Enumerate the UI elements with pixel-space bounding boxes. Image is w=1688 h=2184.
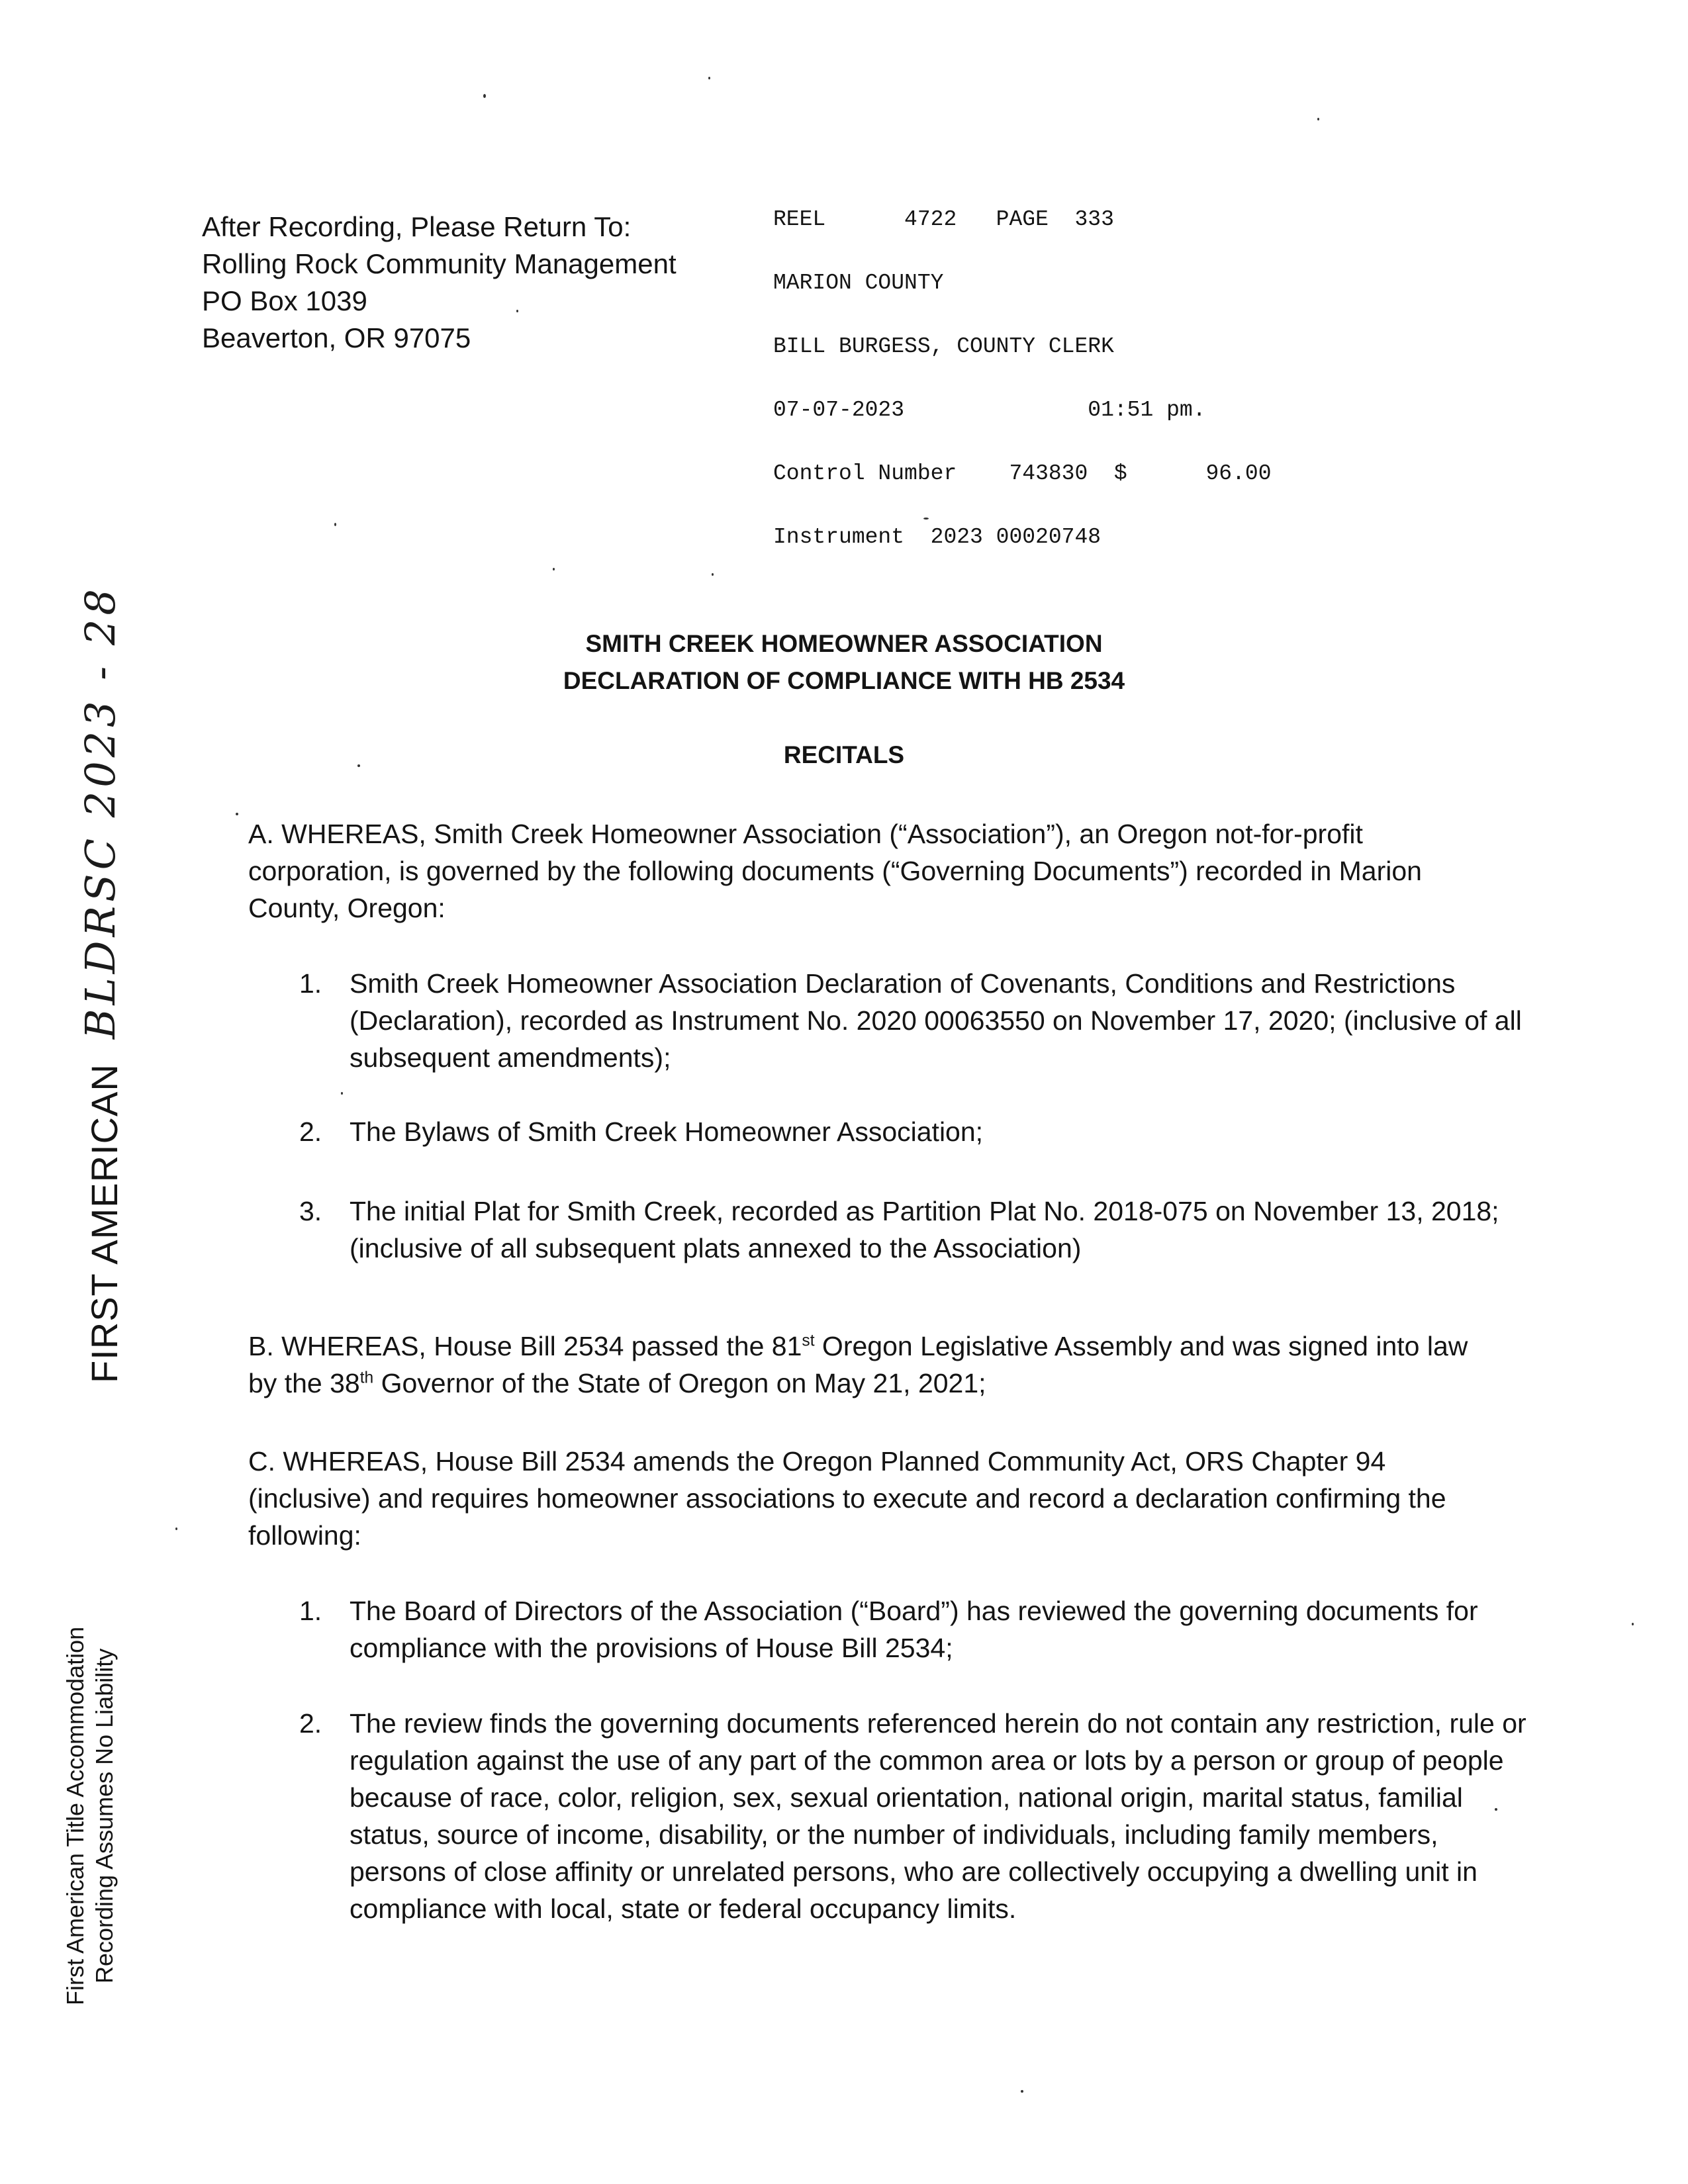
scan-speck bbox=[1021, 2090, 1023, 2093]
scan-speck bbox=[341, 1092, 343, 1095]
margin-disclaimer-line: First American Title Accommodation bbox=[62, 1626, 89, 2005]
scan-speck bbox=[923, 518, 929, 520]
list-item-number: 2. bbox=[299, 1708, 322, 1739]
ordinal-suffix: st bbox=[802, 1332, 815, 1350]
stamp-control-number: Control Number 743830 $ 96.00 bbox=[773, 461, 1272, 486]
scan-speck bbox=[357, 764, 360, 767]
scan-speck bbox=[1317, 118, 1319, 120]
list-item-text: The initial Plat for Smith Creek, recorded as Partition Plat No. 2018-075 on November 13, 2018; (inclusive of all subsequent plats annexed to the Association) bbox=[350, 1196, 1499, 1263]
list-item-number: 3. bbox=[299, 1196, 322, 1226]
margin-disclaimer-line: Recording Assumes No Liability bbox=[91, 1648, 118, 1984]
margin-title-company-stamp: FIRST AMERICAN bbox=[83, 1064, 125, 1383]
recital-b-text: B. WHEREAS, House Bill 2534 passed the 81 bbox=[248, 1331, 802, 1361]
recital-c-paragraph: C. WHEREAS, House Bill 2534 amends the Oregon Planned Community Act, ORS Chapter 94 (inclusive) and requires homeowner associations to execute and record a declaration confirming the following: bbox=[248, 1446, 1446, 1551]
list-item-text: Smith Creek Homeowner Association Declaration of Covenants, Conditions and Restrictions (Declaration), recorded as Instrument No. 2020 00063550 on November 17, 2020; (inclusive of all subsequent amendments); bbox=[350, 968, 1522, 1073]
stamp-datetime: 07-07-2023 01:51 pm. bbox=[773, 398, 1206, 422]
document-subtitle: DECLARATION OF COMPLIANCE WITH HB 2534 bbox=[563, 667, 1125, 694]
list-item-number: 1. bbox=[299, 968, 322, 999]
scan-speck bbox=[516, 310, 518, 312]
list-item-text: The Board of Directors of the Association (“Board”) has reviewed the governing documents for compliance with the provisions of House Bill 2534; bbox=[350, 1596, 1478, 1663]
return-address-line: Rolling Rock Community Management bbox=[202, 248, 677, 279]
list-item-number: 1. bbox=[299, 1596, 322, 1626]
stamp-reel-page: REEL 4722 PAGE 333 bbox=[773, 207, 1114, 232]
recital-a-paragraph: A. WHEREAS, Smith Creek Homeowner Association (“Association”), an Oregon not-for-profit corporation, is governed by the following documents (“Governing Documents”) recorded in Marion County, Oregon: bbox=[248, 819, 1422, 923]
scan-speck bbox=[708, 77, 710, 79]
scan-speck bbox=[553, 568, 555, 570]
stamp-county: MARION COUNTY bbox=[773, 271, 944, 295]
recital-b-text: Governor of the State of Oregon on May 21, 2021; bbox=[373, 1368, 986, 1398]
return-address-line: PO Box 1039 bbox=[202, 285, 367, 316]
margin-handwritten-note: BLDRSC 2023 - 28 bbox=[76, 585, 124, 1039]
recording-stamp bbox=[773, 167, 1272, 569]
scan-speck bbox=[712, 573, 714, 576]
scan-speck bbox=[483, 94, 486, 98]
stamp-clerk: BILL BURGESS, COUNTY CLERK bbox=[773, 334, 1114, 359]
list-item-text: The review finds the governing documents referenced herein do not contain any restriction, rule or regulation against the use of any part of the common area or lots by a person or group of people because of race, color, religion, sex, sexual orientation, national origin, marital status, familial status, source of income, disability, or the number of individuals, including family members, persons of close affinity or unrelated persons, who are collectively occupying a dwelling unit in compliance with local, state or federal occupancy limits. bbox=[350, 1708, 1526, 1924]
scan-speck bbox=[1632, 1623, 1634, 1625]
return-address-line: Beaverton, OR 97075 bbox=[202, 322, 471, 353]
section-heading-recitals: RECITALS bbox=[783, 741, 905, 768]
scan-speck bbox=[175, 1527, 177, 1530]
recital-b-paragraph bbox=[248, 1328, 1493, 1402]
scan-speck bbox=[334, 523, 336, 526]
ordinal-suffix: th bbox=[359, 1369, 374, 1387]
scan-speck bbox=[236, 813, 238, 815]
return-address bbox=[202, 208, 677, 357]
recital-b-text: Oregon Legislative Assembly and was signed into law by the 38 bbox=[248, 1331, 1468, 1398]
scan-speck bbox=[1495, 1808, 1497, 1811]
list-item-text: The Bylaws of Smith Creek Homeowner Association; bbox=[350, 1116, 984, 1147]
document-title: SMITH CREEK HOMEOWNER ASSOCIATION bbox=[585, 630, 1103, 657]
stamp-instrument: Instrument 2023 00020748 bbox=[773, 525, 1102, 549]
return-address-line: After Recording, Please Return To: bbox=[202, 211, 632, 242]
margin-disclaimer bbox=[61, 1627, 119, 2005]
list-item-number: 2. bbox=[299, 1116, 322, 1147]
